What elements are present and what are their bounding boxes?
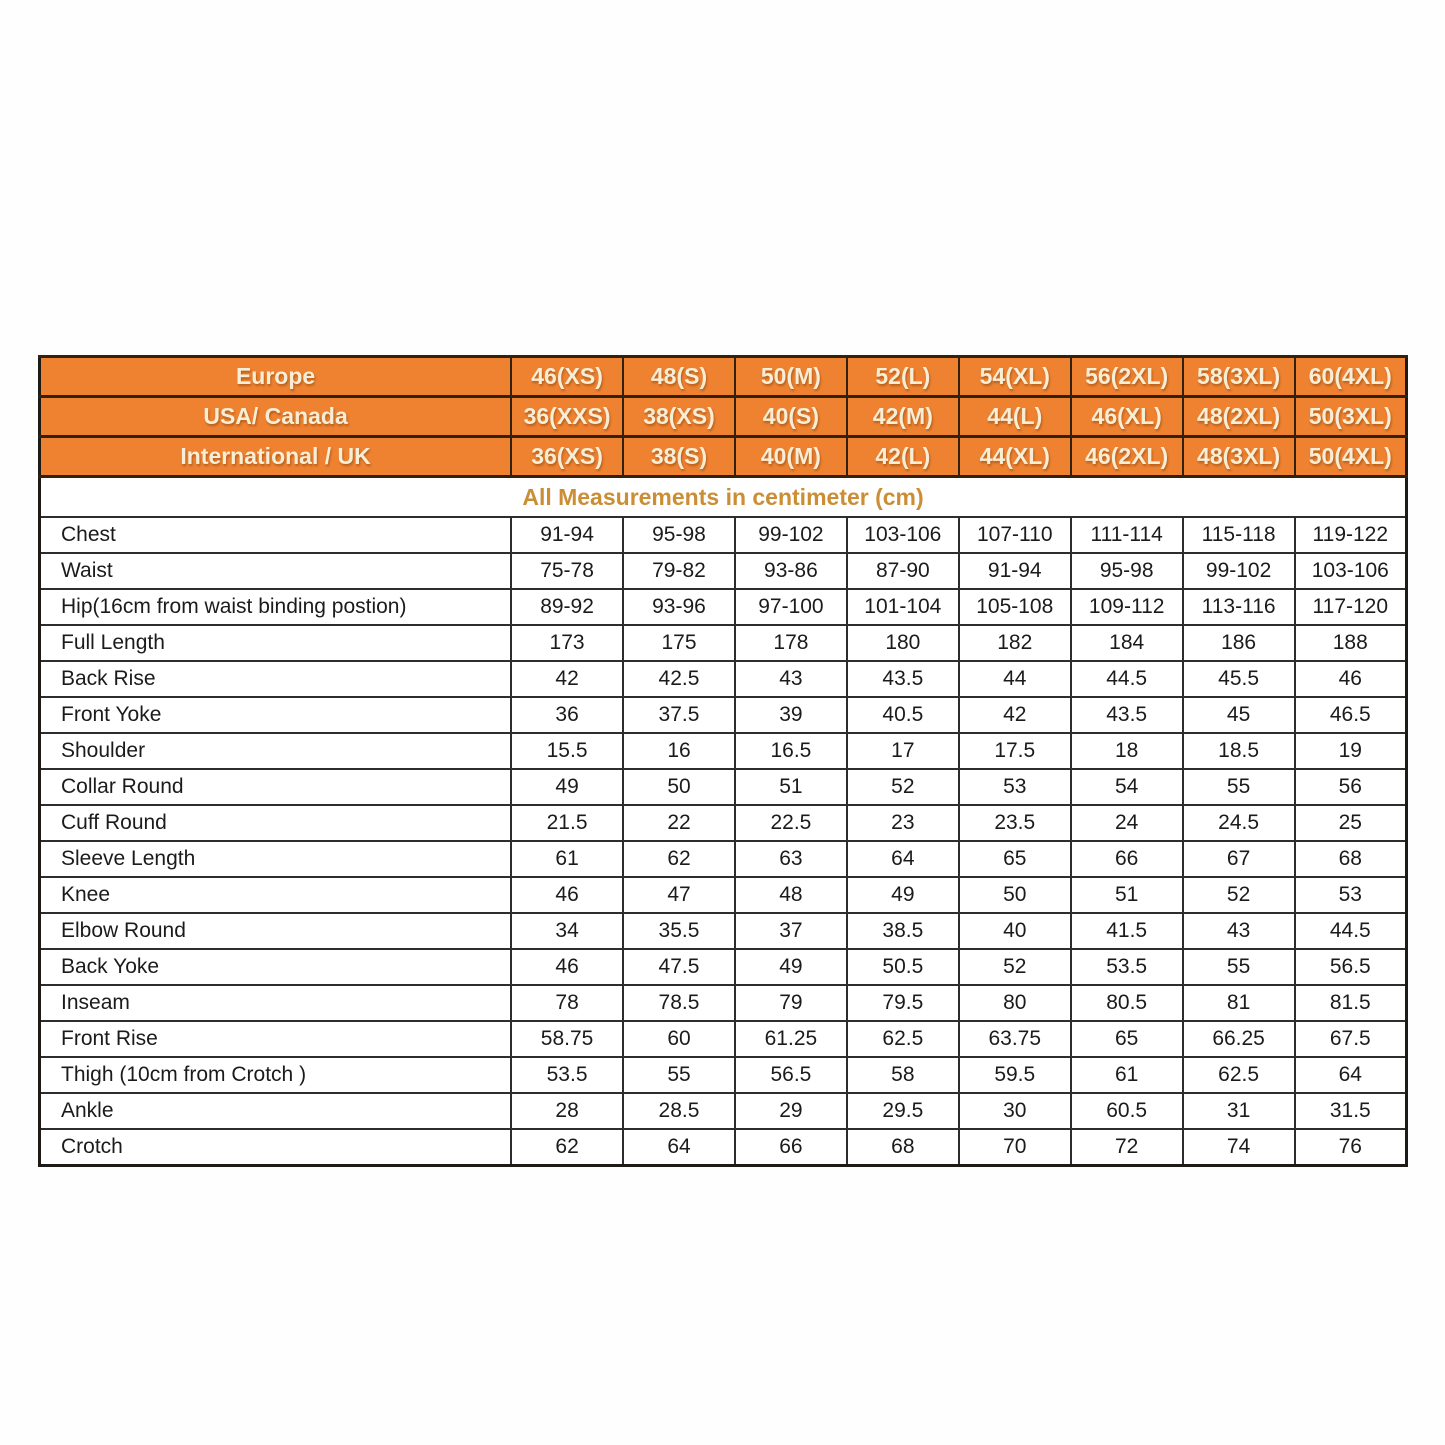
measurement-value: 91-94 [511,517,623,553]
measurement-value: 43 [1183,913,1295,949]
size-cell: 36(XXS) [511,397,623,437]
measurement-value: 43 [735,661,847,697]
table-row [40,841,1407,877]
measurement-value: 23.5 [959,805,1071,841]
measurement-value: 65 [1071,1021,1183,1057]
measurement-value: 30 [959,1093,1071,1129]
size-cell: 50(4XL) [1295,437,1407,477]
measurement-value: 63 [735,841,847,877]
measurement-value: 24.5 [1183,805,1295,841]
measurement-value: 36 [511,697,623,733]
measurement-value: 61 [511,841,623,877]
measurement-value: 51 [735,769,847,805]
size-cell: 40(M) [735,437,847,477]
measurement-value: 89-92 [511,589,623,625]
measurement-value: 115-118 [1183,517,1295,553]
measurement-label: Crotch [40,1129,512,1166]
measurement-value: 40 [959,913,1071,949]
measurement-value: 22.5 [735,805,847,841]
measurement-value: 59.5 [959,1057,1071,1093]
table-row [40,805,1407,841]
size-cell: 44(XL) [959,437,1071,477]
size-cell: 40(S) [735,397,847,437]
measurement-value: 186 [1183,625,1295,661]
measurement-value: 76 [1295,1129,1407,1166]
table-row [40,949,1407,985]
measurement-value: 107-110 [959,517,1071,553]
measurements-unit-note: All Measurements in centimeter (cm) [40,477,1407,518]
size-cell: 46(XL) [1071,397,1183,437]
measurement-value: 66 [1071,841,1183,877]
measurement-value: 50 [959,877,1071,913]
measurement-value: 95-98 [1071,553,1183,589]
measurement-value: 64 [623,1129,735,1166]
measurement-label: Sleeve Length [40,841,512,877]
measurement-value: 52 [959,949,1071,985]
measurement-value: 44 [959,661,1071,697]
measurement-value: 62 [511,1129,623,1166]
measurement-value: 55 [623,1057,735,1093]
measurement-value: 45 [1183,697,1295,733]
measurement-value: 79 [735,985,847,1021]
measurement-value: 53 [959,769,1071,805]
table-row [40,1129,1407,1166]
measurement-value: 29.5 [847,1093,959,1129]
table-row [40,625,1407,661]
measurement-value: 66.25 [1183,1021,1295,1057]
measurement-label: Hip(16cm from waist binding postion) [40,589,512,625]
measurement-value: 58.75 [511,1021,623,1057]
measurement-value: 53.5 [511,1057,623,1093]
measurement-value: 47.5 [623,949,735,985]
measurement-value: 16 [623,733,735,769]
measurement-value: 43.5 [847,661,959,697]
measurement-value: 117-120 [1295,589,1407,625]
size-system-region-label: International / UK [40,437,512,477]
measurement-value: 46.5 [1295,697,1407,733]
measurement-value: 97-100 [735,589,847,625]
measurement-value: 60.5 [1071,1093,1183,1129]
measurement-value: 87-90 [847,553,959,589]
measurement-value: 68 [847,1129,959,1166]
measurement-value: 48 [735,877,847,913]
measurement-value: 62.5 [847,1021,959,1057]
measurement-value: 79.5 [847,985,959,1021]
measurement-value: 99-102 [1183,553,1295,589]
measurement-value: 58 [847,1057,959,1093]
size-system-region-label: Europe [40,357,512,397]
measurement-value: 175 [623,625,735,661]
size-cell: 58(3XL) [1183,357,1295,397]
measurement-value: 109-112 [1071,589,1183,625]
size-system-region-label: USA/ Canada [40,397,512,437]
size-chart-table [38,355,1408,1167]
size-cell: 46(2XL) [1071,437,1183,477]
measurement-value: 50.5 [847,949,959,985]
table-row [40,517,1407,553]
measurement-value: 49 [847,877,959,913]
measurement-value: 24 [1071,805,1183,841]
measurement-value: 43.5 [1071,697,1183,733]
measurement-value: 42.5 [623,661,735,697]
size-header-row [40,357,1407,397]
measurement-value: 99-102 [735,517,847,553]
measurement-label: Front Rise [40,1021,512,1057]
measurement-value: 49 [511,769,623,805]
measurement-value: 101-104 [847,589,959,625]
size-cell: 38(S) [623,437,735,477]
measurement-value: 31.5 [1295,1093,1407,1129]
measurement-label: Collar Round [40,769,512,805]
subtitle-body [40,477,1407,518]
measurement-value: 75-78 [511,553,623,589]
measurement-value: 66 [735,1129,847,1166]
measurement-value: 78.5 [623,985,735,1021]
measurement-label: Ankle [40,1093,512,1129]
measurement-value: 70 [959,1129,1071,1166]
measurement-value: 105-108 [959,589,1071,625]
measurement-value: 52 [1183,877,1295,913]
measurement-value: 67 [1183,841,1295,877]
table-row [40,733,1407,769]
measurement-value: 182 [959,625,1071,661]
table-row [40,1093,1407,1129]
size-cell: 50(M) [735,357,847,397]
measurement-value: 28.5 [623,1093,735,1129]
measurement-value: 15.5 [511,733,623,769]
measurement-value: 180 [847,625,959,661]
size-cell: 50(3XL) [1295,397,1407,437]
size-header-row [40,397,1407,437]
size-cell: 42(L) [847,437,959,477]
measurement-value: 50 [623,769,735,805]
size-cell: 54(XL) [959,357,1071,397]
measurement-value: 93-86 [735,553,847,589]
measurement-value: 40.5 [847,697,959,733]
measurement-value: 46 [511,949,623,985]
measurement-value: 113-116 [1183,589,1295,625]
measurement-value: 39 [735,697,847,733]
measurement-value: 64 [1295,1057,1407,1093]
size-header-body [40,357,1407,477]
measurement-value: 23 [847,805,959,841]
table-row [40,589,1407,625]
measurement-value: 49 [735,949,847,985]
size-cell: 46(XS) [511,357,623,397]
table-row [40,769,1407,805]
measurement-value: 25 [1295,805,1407,841]
measurement-value: 178 [735,625,847,661]
measurement-value: 42 [959,697,1071,733]
measurement-value: 54 [1071,769,1183,805]
measurements-body [40,517,1407,1166]
measurement-value: 31 [1183,1093,1295,1129]
measurement-value: 56 [1295,769,1407,805]
measurement-value: 79-82 [623,553,735,589]
measurement-value: 95-98 [623,517,735,553]
measurement-label: Back Rise [40,661,512,697]
measurement-value: 64 [847,841,959,877]
measurement-value: 37.5 [623,697,735,733]
measurement-value: 42 [511,661,623,697]
measurement-value: 16.5 [735,733,847,769]
measurement-value: 63.75 [959,1021,1071,1057]
size-cell: 48(2XL) [1183,397,1295,437]
measurement-label: Inseam [40,985,512,1021]
measurement-label: Chest [40,517,512,553]
measurement-label: Shoulder [40,733,512,769]
measurement-value: 68 [1295,841,1407,877]
measurement-value: 52 [847,769,959,805]
measurement-value: 29 [735,1093,847,1129]
table-row [40,1057,1407,1093]
size-cell: 42(M) [847,397,959,437]
measurement-value: 173 [511,625,623,661]
measurement-value: 81.5 [1295,985,1407,1021]
measurement-value: 18 [1071,733,1183,769]
measurement-value: 53.5 [1071,949,1183,985]
size-cell: 38(XS) [623,397,735,437]
measurement-value: 44.5 [1071,661,1183,697]
table-row [40,1021,1407,1057]
measurement-value: 103-106 [847,517,959,553]
measurement-label: Thigh (10cm from Crotch ) [40,1057,512,1093]
size-cell: 56(2XL) [1071,357,1183,397]
measurement-value: 93-96 [623,589,735,625]
measurement-value: 28 [511,1093,623,1129]
measurement-value: 78 [511,985,623,1021]
table-row [40,553,1407,589]
measurement-value: 62.5 [1183,1057,1295,1093]
measurement-value: 34 [511,913,623,949]
size-cell: 44(L) [959,397,1071,437]
table-row [40,661,1407,697]
measurement-value: 41.5 [1071,913,1183,949]
measurement-value: 61.25 [735,1021,847,1057]
size-cell: 48(S) [623,357,735,397]
measurement-value: 38.5 [847,913,959,949]
measurement-value: 46 [1295,661,1407,697]
measurement-value: 72 [1071,1129,1183,1166]
measurement-value: 55 [1183,949,1295,985]
measurement-value: 47 [623,877,735,913]
measurement-value: 51 [1071,877,1183,913]
measurement-value: 80 [959,985,1071,1021]
measurement-value: 44.5 [1295,913,1407,949]
measurement-value: 74 [1183,1129,1295,1166]
measurement-label: Elbow Round [40,913,512,949]
measurement-value: 81 [1183,985,1295,1021]
size-cell: 52(L) [847,357,959,397]
size-cell: 48(3XL) [1183,437,1295,477]
measurement-value: 53 [1295,877,1407,913]
measurement-label: Full Length [40,625,512,661]
measurement-value: 111-114 [1071,517,1183,553]
measurement-value: 67.5 [1295,1021,1407,1057]
measurement-value: 62 [623,841,735,877]
measurement-value: 103-106 [1295,553,1407,589]
measurement-label: Cuff Round [40,805,512,841]
measurement-value: 18.5 [1183,733,1295,769]
size-cell: 60(4XL) [1295,357,1407,397]
measurement-value: 35.5 [623,913,735,949]
measurement-value: 56.5 [735,1057,847,1093]
measurement-value: 184 [1071,625,1183,661]
measurement-value: 45.5 [1183,661,1295,697]
table-row [40,985,1407,1021]
measurement-value: 80.5 [1071,985,1183,1021]
measurement-value: 61 [1071,1057,1183,1093]
measurement-value: 60 [623,1021,735,1057]
measurement-value: 55 [1183,769,1295,805]
measurement-value: 119-122 [1295,517,1407,553]
measurement-value: 22 [623,805,735,841]
measurement-label: Waist [40,553,512,589]
measurement-value: 46 [511,877,623,913]
measurement-value: 21.5 [511,805,623,841]
measurement-value: 188 [1295,625,1407,661]
table-row [40,697,1407,733]
size-cell: 36(XS) [511,437,623,477]
measurement-label: Back Yoke [40,949,512,985]
measurement-value: 65 [959,841,1071,877]
table-row [40,877,1407,913]
measurement-value: 37 [735,913,847,949]
table-row [40,913,1407,949]
measurement-value: 17.5 [959,733,1071,769]
size-header-row [40,437,1407,477]
measurement-value: 91-94 [959,553,1071,589]
subtitle-row [40,477,1407,518]
measurement-label: Knee [40,877,512,913]
measurement-value: 17 [847,733,959,769]
measurement-value: 19 [1295,733,1407,769]
measurement-value: 56.5 [1295,949,1407,985]
measurement-label: Front Yoke [40,697,512,733]
